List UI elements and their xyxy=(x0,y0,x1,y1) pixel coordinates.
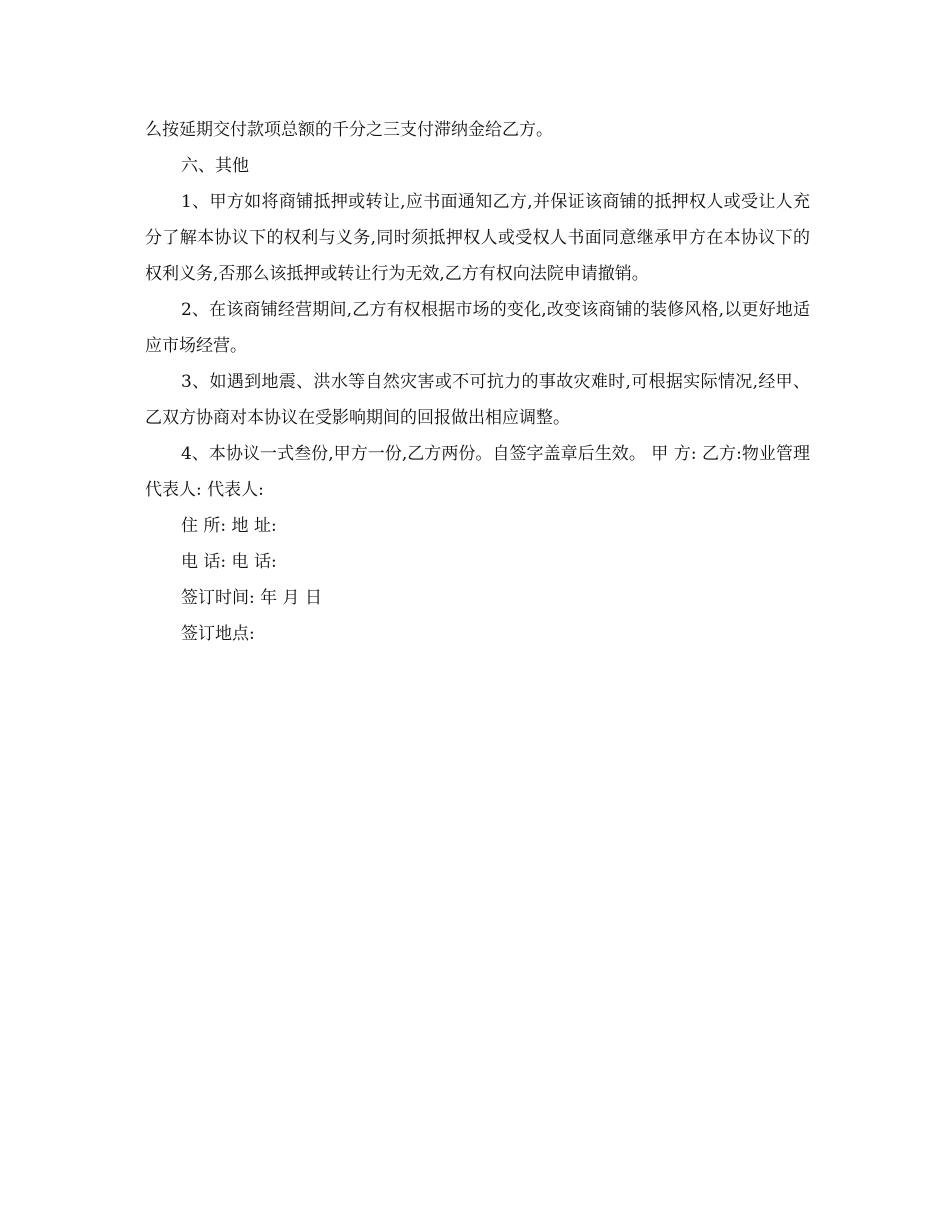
document-body xyxy=(145,112,810,652)
signature-phone-line: 电 话: 电 话: xyxy=(181,552,277,572)
signing-date-line: 签订时间: 年 月 日 xyxy=(181,588,322,608)
section-heading-other: 六、其他 xyxy=(181,156,249,176)
signing-place-line: 签订地点: xyxy=(181,624,255,644)
clause-1-mortgage-transfer: 1、甲方如将商铺抵押或转让,应书面通知乙方,并保证该商铺的抵押权人或受让人充分了解本协议下的权利与义务,同时须抵押权人或受权人书面同意继承甲方在本协议下的权利义务,否那么该抵押或转让行为无效,乙方有权向法院申请撤销。 xyxy=(145,192,810,284)
clause-4-copies-and-parties: 4、本协议一式叁份,甲方一份,乙方两份。自签字盖章后生效。 甲 方: 乙方:物业管理 代表人: 代表人: xyxy=(145,444,810,500)
signature-address-line: 住 所: 地 址: xyxy=(181,516,277,536)
clause-2-decoration-style: 2、在该商铺经营期间,乙方有权根据市场的变化,改变该商铺的装修风格,以更好地适应市场经营。 xyxy=(145,300,810,356)
paragraph-late-fee-continuation: 么按延期交付款项总额的千分之三支付滞纳金给乙方。 xyxy=(145,120,553,140)
clause-3-force-majeure: 3、如遇到地震、洪水等自然灾害或不可抗力的事故灾难时,可根据实际情况,经甲、乙双方协商对本协议在受影响期间的回报做出相应调整。 xyxy=(145,372,810,428)
